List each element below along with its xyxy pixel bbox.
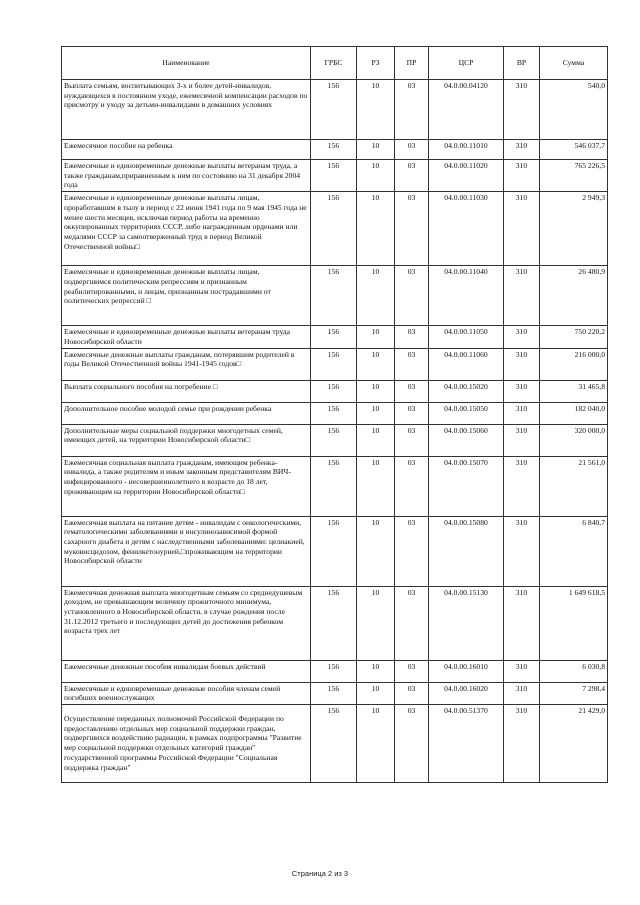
table-row	[62, 80, 608, 140]
table-row	[62, 326, 608, 348]
cell-name: Выплата семьям, воспитывающих 3-х и более детей-инвалидов, нуждающихся в постоянном уходе, ежемесячной компенсации расходов по присмотру и уходу за детьми-инвалидами в домашних условиях	[62, 80, 311, 140]
cell-pr: 03	[395, 586, 429, 660]
cell-csr: 04.0.00.11040	[429, 266, 504, 326]
cell-grbs: 156	[311, 266, 357, 326]
cell-name: Ежемесячные денежные пособия инвалидам боевых действий	[62, 660, 311, 682]
cell-csr: 04.0.00.16010	[429, 660, 504, 682]
cell-vr: 310	[504, 266, 540, 326]
cell-rz: 10	[357, 402, 395, 424]
cell-name: Выплата социального пособия на погребение □	[62, 380, 311, 402]
cell-csr: 04.0.00.15080	[429, 516, 504, 586]
page-number: Страница 2 из 3	[291, 869, 349, 878]
table-row	[62, 456, 608, 516]
cell-sum: 546 037,7	[540, 140, 608, 160]
cell-csr: 04.0.00.11020	[429, 160, 504, 192]
cell-pr: 03	[395, 326, 429, 348]
cell-grbs: 156	[311, 348, 357, 380]
cell-pr: 03	[395, 424, 429, 456]
cell-grbs: 156	[311, 682, 357, 704]
header-pr: ПР	[395, 47, 429, 80]
cell-rz: 10	[357, 266, 395, 326]
cell-vr: 310	[504, 348, 540, 380]
cell-name: Ежемесячные денежные выплаты гражданам, потерявшим родителей в годы Великой Отечественной войны 1941-1945 годов□	[62, 348, 311, 380]
table-row	[62, 682, 608, 704]
cell-rz: 10	[357, 380, 395, 402]
cell-sum: 7 298,4	[540, 682, 608, 704]
header-rz: РЗ	[357, 47, 395, 80]
cell-grbs: 156	[311, 380, 357, 402]
cell-csr: 04.0.00.15070	[429, 456, 504, 516]
cell-name: Ежемесячные и единовременные денежные выплаты ветеранам труда, а также гражданам,приравненным к ним по состоянию на 31 декабря 2004 года	[62, 160, 311, 192]
cell-rz: 10	[357, 456, 395, 516]
cell-rz: 10	[357, 516, 395, 586]
cell-pr: 03	[395, 80, 429, 140]
table-row	[62, 192, 608, 266]
cell-sum: 1 649 618,5	[540, 586, 608, 660]
cell-vr: 310	[504, 402, 540, 424]
cell-grbs: 156	[311, 160, 357, 192]
cell-sum: 2 949,3	[540, 192, 608, 266]
cell-vr: 310	[504, 682, 540, 704]
cell-csr: 04.0.00.15020	[429, 380, 504, 402]
cell-pr: 03	[395, 516, 429, 586]
table-body	[62, 80, 608, 783]
table-row	[62, 660, 608, 682]
cell-grbs: 156	[311, 326, 357, 348]
cell-vr: 310	[504, 586, 540, 660]
cell-vr: 310	[504, 456, 540, 516]
cell-sum: 216 000,0	[540, 348, 608, 380]
cell-pr: 03	[395, 160, 429, 192]
cell-vr: 310	[504, 192, 540, 266]
cell-grbs: 156	[311, 516, 357, 586]
cell-rz: 10	[357, 326, 395, 348]
cell-vr: 310	[504, 380, 540, 402]
cell-sum: 182 040,0	[540, 402, 608, 424]
cell-csr: 04.0.00.04120	[429, 80, 504, 140]
cell-grbs: 156	[311, 456, 357, 516]
cell-csr: 04.0.00.11010	[429, 140, 504, 160]
cell-pr: 03	[395, 140, 429, 160]
cell-vr: 310	[504, 705, 540, 783]
cell-grbs: 156	[311, 705, 357, 783]
cell-name: Дополнительные меры социальной поддержки многодетных семей, имеющих детей, на территории Новосибирской области□	[62, 424, 311, 456]
header-sum: Сумма	[540, 47, 608, 80]
cell-pr: 03	[395, 660, 429, 682]
cell-pr: 03	[395, 682, 429, 704]
cell-csr: 04.0.00.16020	[429, 682, 504, 704]
cell-rz: 10	[357, 586, 395, 660]
cell-name: Ежемесячные и единовременные денежные выплаты лицам, подвергшимся политическим репрессиям и признанным реабилитированными, и лицам, признанным пострадавшими от политических репрессий □	[62, 266, 311, 326]
cell-vr: 310	[504, 140, 540, 160]
table-row	[62, 380, 608, 402]
cell-name: Ежемесячные и единовременные денежные выплаты лицам, проработавшим в тылу в период с 22 июня 1941 года по 9 мая 1945 года не менее шести месяцев, исключая период работы на временно оккупированных территориях СССР, либо награжденным орденами или медалями СССР за самоотверженный труд в период Великой Отечественной войны□	[62, 192, 311, 266]
cell-vr: 310	[504, 660, 540, 682]
cell-csr: 04.0.00.15050	[429, 402, 504, 424]
cell-sum: 6 840,7	[540, 516, 608, 586]
cell-vr: 310	[504, 80, 540, 140]
budget-table	[61, 46, 608, 783]
table-row	[62, 516, 608, 586]
cell-name: Ежемесячная денежная выплата многодетным семьям со среднедушевым доходом, не превышающим величину прожиточного минимума, установленного в Новосибирской области, в случае рождения после 31.12.2012 третьего и последующих детей до достижения ребенком возраста трех лет	[62, 586, 311, 660]
cell-vr: 310	[504, 516, 540, 586]
cell-sum: 6 030,8	[540, 660, 608, 682]
cell-sum: 540,0	[540, 80, 608, 140]
cell-rz: 10	[357, 424, 395, 456]
cell-vr: 310	[504, 160, 540, 192]
cell-rz: 10	[357, 660, 395, 682]
cell-grbs: 156	[311, 424, 357, 456]
cell-rz: 10	[357, 80, 395, 140]
cell-pr: 03	[395, 380, 429, 402]
cell-rz: 10	[357, 705, 395, 783]
header-vr: ВР	[504, 47, 540, 80]
table-header	[62, 47, 608, 80]
cell-pr: 03	[395, 456, 429, 516]
cell-rz: 10	[357, 348, 395, 380]
cell-name: Ежемесячное пособие на ребенка	[62, 140, 311, 160]
cell-name: Осуществление переданных полномочий Российской Федерации по предоставлению отдельных мер социальной поддержки граждан, подвергшихся воздействию радиации, в рамках подпрограммы "Развитие мер социальной поддержки отдельных категорий граждан" государственной программы Российской Федерации "Социальная поддержка граждан"	[62, 705, 311, 783]
cell-rz: 10	[357, 160, 395, 192]
cell-name: Дополнительное пособие молодой семье при рождении ребенка	[62, 402, 311, 424]
cell-vr: 310	[504, 326, 540, 348]
header-csr: ЦСР	[429, 47, 504, 80]
table-row	[62, 140, 608, 160]
cell-name: Ежемесячные и единовременные денежные пособия членам семей погибших военнослужащих	[62, 682, 311, 704]
cell-csr: 04.0.00.11050	[429, 326, 504, 348]
header-name: Наименование	[62, 47, 311, 80]
header-grbs: ГРБС	[311, 47, 357, 80]
cell-vr: 310	[504, 424, 540, 456]
cell-grbs: 156	[311, 402, 357, 424]
table-row	[62, 266, 608, 326]
cell-sum: 21 561,0	[540, 456, 608, 516]
cell-rz: 10	[357, 192, 395, 266]
cell-csr: 04.0.00.15060	[429, 424, 504, 456]
cell-sum: 765 226,5	[540, 160, 608, 192]
cell-grbs: 156	[311, 660, 357, 682]
cell-sum: 26 480,9	[540, 266, 608, 326]
cell-pr: 03	[395, 266, 429, 326]
cell-grbs: 156	[311, 586, 357, 660]
table-row	[62, 424, 608, 456]
table-row	[62, 348, 608, 380]
cell-sum: 750 220,2	[540, 326, 608, 348]
cell-pr: 03	[395, 705, 429, 783]
table-row	[62, 160, 608, 192]
table-row	[62, 586, 608, 660]
table-row	[62, 705, 608, 783]
cell-name: Ежемесячные и единовременные денежные выплаты ветеранам труда Новосибирской области	[62, 326, 311, 348]
cell-sum: 31 465,8	[540, 380, 608, 402]
cell-csr: 04.0.00.11030	[429, 192, 504, 266]
table-row	[62, 402, 608, 424]
cell-grbs: 156	[311, 140, 357, 160]
cell-sum: 320 000,0	[540, 424, 608, 456]
cell-name: Ежемесячная выплата на питание детям - инвалидам с онкологическими, гематологическими заболеваниями и инсулинозависимой формой сахарного диабета и детям с наследственными заболеваниями: целиакией, муковисцидозом, фенилкетонурией,□проживающим на территории Новосибирской области	[62, 516, 311, 586]
cell-sum: 21 429,0	[540, 705, 608, 783]
cell-csr: 04.0.00.11060	[429, 348, 504, 380]
cell-csr: 04.0.00.15130	[429, 586, 504, 660]
cell-pr: 03	[395, 348, 429, 380]
cell-pr: 03	[395, 402, 429, 424]
cell-grbs: 156	[311, 192, 357, 266]
cell-rz: 10	[357, 140, 395, 160]
cell-rz: 10	[357, 682, 395, 704]
cell-pr: 03	[395, 192, 429, 266]
cell-name: Ежемесячная социальная выплата гражданам, имеющим ребенка-инвалида, а также родителям и иным законным представителям ВИЧ-инфицированного - несовершеннолетнего в возрасте до 18 лет, проживающим на территории Новосибирской области□	[62, 456, 311, 516]
cell-csr: 04.0.00.51370	[429, 705, 504, 783]
cell-grbs: 156	[311, 80, 357, 140]
